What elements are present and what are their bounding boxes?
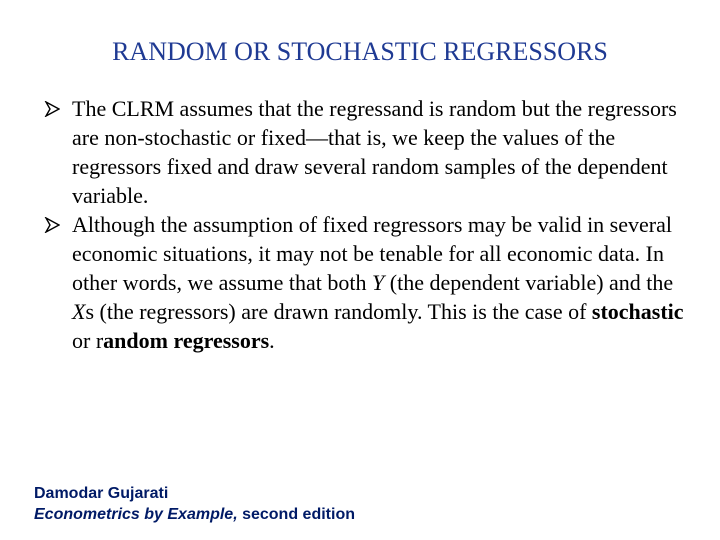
footer-edition: second edition [237, 506, 355, 523]
term-random-regressors: andom regressors [103, 328, 270, 353]
text-run: s (the regressors) are drawn randomly. This is the case of [85, 299, 592, 324]
bullet-item [44, 94, 694, 210]
arrow-right-icon [44, 210, 66, 239]
footer-book [34, 504, 355, 525]
text-run: (the dependent variable) and the [384, 270, 674, 295]
footer-author: Damodar Gujarati [34, 485, 169, 502]
arrow-right-icon [44, 94, 66, 123]
variable-x: X [72, 299, 86, 324]
bullet-text [72, 212, 684, 353]
text-run: or r [72, 328, 104, 353]
term-stochastic: stochastic [591, 299, 684, 324]
bullet-item [44, 210, 694, 355]
footer-book-title: Econometrics by Example, [34, 506, 238, 523]
text-run: Although the assumption of fixed regressors may be valid in several economic situations, it may not be tenable for all economic data. In other words, we assume that both [72, 212, 672, 295]
bullet-list [44, 94, 694, 355]
bullet-text: The CLRM assumes that the regressand is random but the regressors are non-stochastic or fixed—that is, we keep the values of the regressors fixed and draw several random samples of the dependent variable. [72, 96, 677, 208]
footer [34, 483, 355, 525]
variable-y: Y [372, 270, 385, 295]
text-run: . [269, 328, 275, 353]
slide-title: RANDOM OR STOCHASTIC REGRESSORS [112, 37, 608, 66]
